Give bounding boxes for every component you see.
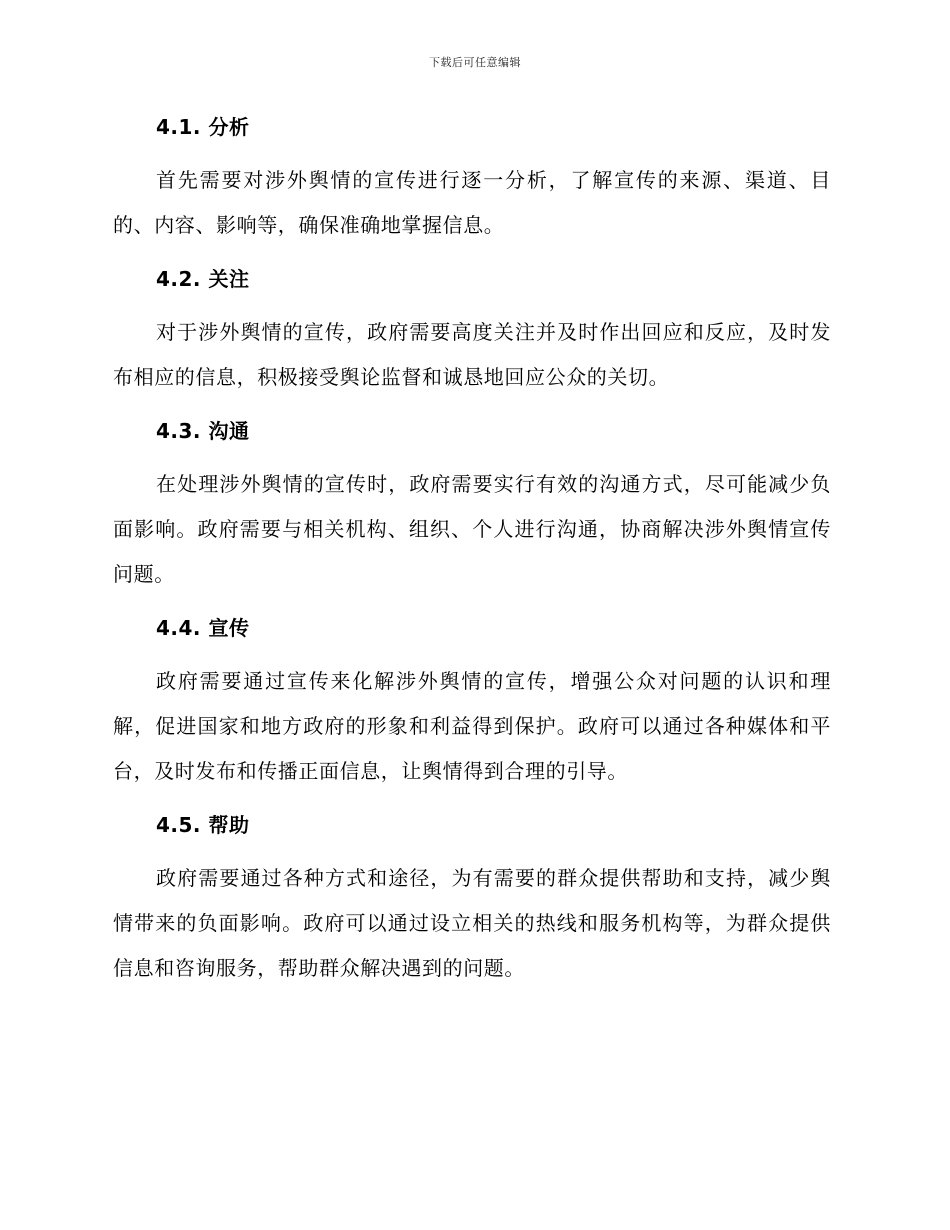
section-heading: 4.5. 帮助: [156, 813, 250, 837]
section-paragraph: 在处理涉外舆情的宣传时，政府需要实行有效的沟通方式，尽可能减少负面影响。政府需要与相关机构、组织、个人进行沟通，协商解决涉外舆情宣传问题。: [113, 472, 831, 586]
section-paragraph: 对于涉外舆情的宣传，政府需要高度关注并及时作出回应和反应，及时发布相应的信息，积极接受舆论监督和诚恳地回应公众的关切。: [113, 320, 831, 389]
section-paragraph: 首先需要对涉外舆情的宣传进行逐一分析，了解宣传的来源、渠道、目的、内容、影响等，确保准确地掌握信息。: [113, 168, 831, 237]
section-paragraph: 政府需要通过各种方式和途径，为有需要的群众提供帮助和支持，减少舆情带来的负面影响。政府可以通过设立相关的热线和服务机构等，为群众提供信息和咨询服务，帮助群众解决遇到的问题。: [113, 866, 831, 980]
section-paragraph: 政府需要通过宣传来化解涉外舆情的宣传，增强公众对问题的认识和理解，促进国家和地方政府的形象和利益得到保护。政府可以通过各种媒体和平台，及时发布和传播正面信息，让舆情得到合理的引导。: [113, 669, 831, 783]
section-attention: [113, 262, 831, 400]
section-heading: 4.3. 沟通: [156, 419, 250, 443]
section-heading: 4.1. 分析: [156, 115, 250, 139]
document-body: [113, 110, 831, 1005]
section-heading: 4.4. 宣传: [156, 616, 250, 640]
section-communication: [113, 414, 831, 597]
section-heading: 4.2. 关注: [156, 267, 250, 291]
section-analysis: [113, 110, 831, 248]
section-publicity: [113, 611, 831, 794]
section-help: [113, 808, 831, 991]
page-header: 下载后可任意编辑: [429, 56, 521, 69]
